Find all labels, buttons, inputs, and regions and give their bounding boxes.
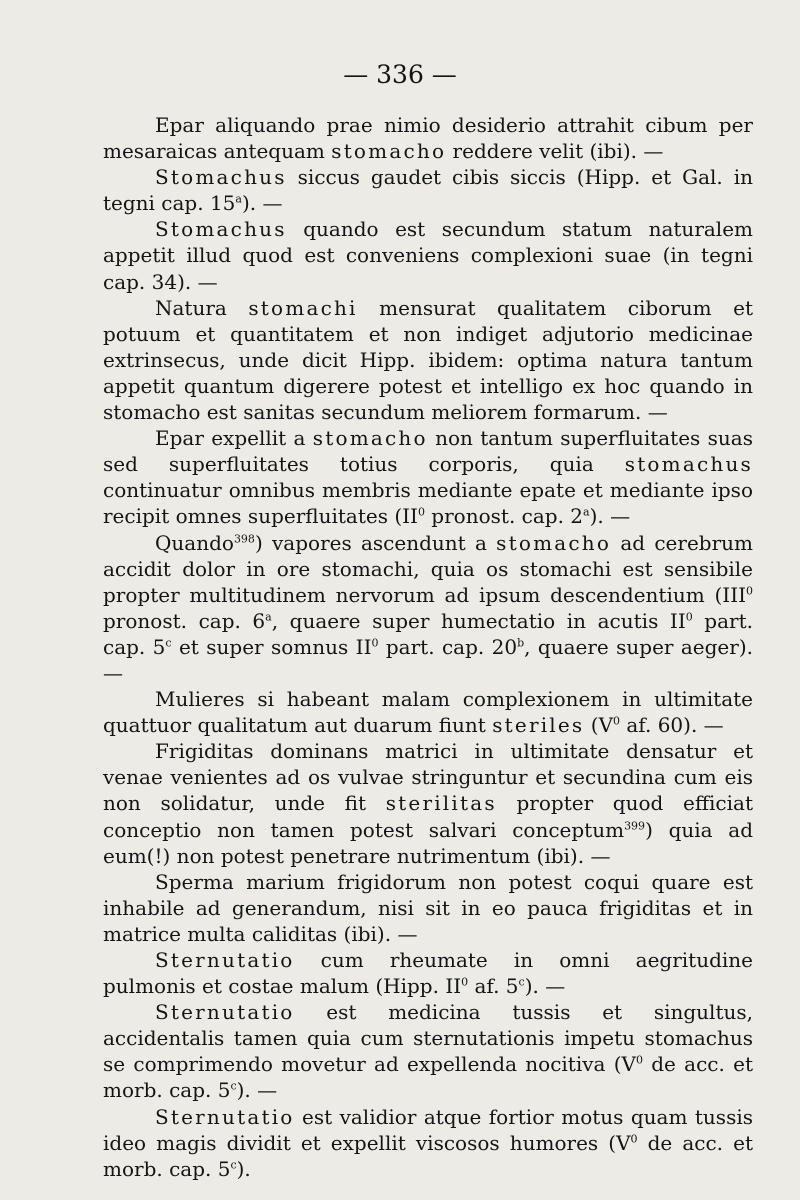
spaced-term: stomacho (496, 530, 612, 555)
superscript: 398 (233, 531, 255, 545)
text-run: siccus gaudet cibis siccis (Hipp. et Gal. in tegni cap. 15 (103, 165, 753, 216)
text-run: af. 60). — (620, 713, 724, 738)
text-run: Sperma marium frigidorum non potest coqui quare est inhabile ad generandum, nisi sit in eo pauca frigiditas et in matrice multa caliditas (ibi). — (103, 869, 753, 946)
superscript: 0 (417, 505, 425, 519)
superscript: 0 (746, 584, 753, 598)
text-run: Quando (155, 530, 234, 555)
spaced-term: Sternutatio (155, 1104, 295, 1129)
superscript: 0 (461, 975, 469, 989)
text-run: (V (584, 713, 614, 738)
superscript: 0 (630, 1132, 638, 1145)
paragraph (103, 530, 753, 687)
paragraph (103, 947, 753, 999)
paragraph (103, 738, 753, 868)
spaced-term: Sternutatio (155, 948, 295, 972)
paragraph (103, 869, 753, 947)
text-run: , quaere super humectatio in acutis II (271, 608, 686, 633)
paragraph (103, 216, 753, 294)
text-run: ) vapores ascendunt a (254, 530, 497, 555)
text-run: part. cap. 5 (103, 608, 753, 659)
superscript: c (165, 636, 172, 650)
text-run: ). — (589, 504, 631, 529)
text-run: , quaere super aeger). — (103, 634, 753, 685)
page-number: — 336 — (343, 60, 457, 89)
text-run: et super somnus II (171, 634, 372, 659)
text-run: Mulieres si habeant malam complexionem in ultimitate quattuor qualitatum aut duarum fiunt (103, 687, 753, 738)
text-run: pronost. cap. 6 (103, 608, 266, 633)
text-run: af. 5 (468, 974, 519, 999)
superscript: 0 (371, 636, 379, 650)
spaced-term: steriles (492, 713, 585, 738)
paragraph (103, 112, 753, 164)
superscript: c (230, 1079, 237, 1093)
text-run: non tantum superfluitates suas sed superfluitates totius corporis, quia (103, 426, 753, 477)
superscript: b (517, 636, 525, 650)
superscript: 399 (624, 818, 646, 832)
text-run: de acc. et morb. cap. 5 (103, 1052, 753, 1103)
text-run: Epar expellit a (155, 426, 313, 451)
paragraph (103, 164, 753, 216)
paragraph (103, 295, 753, 425)
paragraph (103, 686, 753, 738)
spaced-term: stomacho (331, 139, 447, 164)
text-run: est medicina tussis et singultus, accidentalis tamen quia cum sternutationis impetu stomachus se comprimendo movetur ad expellenda nocitiva (V (103, 1000, 753, 1077)
superscript: 0 (635, 1053, 643, 1067)
text-run: ) quia ad eum(!) non potest penetrare nutrimentum (ibi). — (103, 817, 754, 868)
text-run: cum rheumate in omni aegritudine pulmonis et costae malum (Hipp. II (103, 948, 753, 999)
spaced-term: stomacho (312, 426, 428, 451)
superscript: c (230, 1158, 237, 1172)
text-run: mensurat qualitatem ciborum et potuum et quantitatem et non indiget adjutorio medicinae extrinsecus, unde dicit Hipp. ibidem: optima natura tantum appetit quantum digerere potest et intelligo ex hoc quando in stomacho est sanitas secundum meliorem formarum. — (103, 295, 753, 425)
paragraph (103, 1104, 753, 1182)
text-run: ). (236, 1156, 251, 1181)
superscript: a (265, 610, 272, 624)
spaced-term: Stomachus (155, 217, 287, 242)
superscript: c (518, 975, 525, 989)
superscript: 0 (613, 714, 621, 728)
text-run: reddere velit (ibi). — (446, 139, 664, 164)
text-run: quando est secundum statum naturalem appetit illud quod est conveniens complexioni suae (in tegni cap. 34). — (103, 217, 753, 294)
text-run: est validior atque fortior motus quam tussis ideo magis dividit et expellit viscosos humores (V (103, 1104, 753, 1155)
text-run: part. cap. 20 (378, 634, 518, 659)
text-run: Natura (155, 295, 249, 320)
text-run: propter quod efficiat conceptio non tamen potest salvari conceptum (103, 791, 753, 842)
paragraph (103, 425, 753, 529)
body-text (103, 112, 753, 1182)
text-run: Epar aliquando prae nimio desiderio attrahit cibum per mesaraicas antequam (103, 113, 753, 164)
superscript: a (583, 505, 590, 519)
text-run: ). — (241, 191, 283, 216)
paragraph (103, 999, 753, 1103)
spaced-term: stomachus (624, 452, 753, 477)
superscript: a (235, 192, 242, 206)
superscript: 0 (685, 610, 693, 624)
text-run: Frigiditas dominans matrici in ultimitate densatur et venae venientes ad os vulvae stringuntur et secundina cum eis non solidatur, unde fit (103, 739, 753, 816)
text-run: ad cerebrum accidit dolor in ore stomachi, quia os stomachi est sensibile propter multitudinem nervorum ad ipsum descendentium (III (103, 530, 753, 607)
text-run: ). — (524, 974, 566, 999)
text-run: pronost. cap. 2 (424, 504, 584, 529)
text-run: ). — (236, 1078, 278, 1103)
spaced-term: sterilitas (385, 791, 497, 816)
text-run: de acc. et morb. cap. 5 (103, 1130, 753, 1181)
spaced-term: stomachi (248, 295, 358, 320)
spaced-term: Sternutatio (155, 1000, 295, 1025)
text-run: continuatur omnibus membris mediante epate et mediante ipso recipit omnes superfluitates (II (103, 478, 753, 529)
spaced-term: Stomachus (155, 165, 287, 190)
